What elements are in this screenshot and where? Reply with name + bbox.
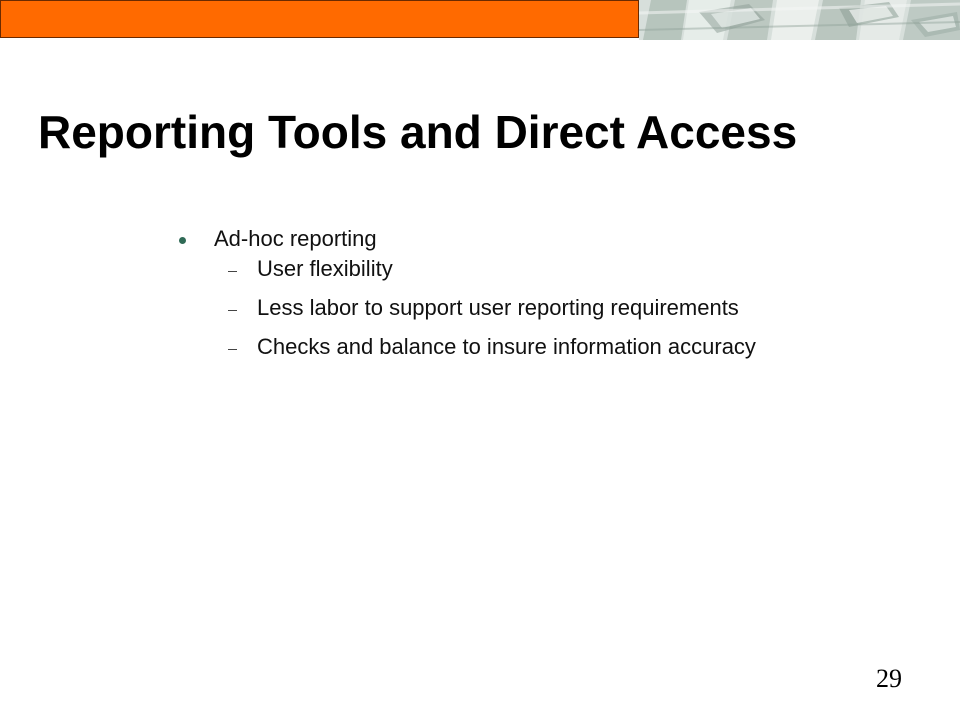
- keyboard-photo: [639, 0, 960, 40]
- sub-bullet-item-checks-and-balance: [175, 332, 795, 362]
- bullet-text: Ad-hoc reporting: [214, 226, 377, 251]
- bullet-item-ad-hoc-reporting: [175, 224, 795, 362]
- sub-bullet-text: User flexibility: [257, 256, 393, 281]
- orange-header-bar: [0, 0, 639, 38]
- round-bullet-icon: [179, 237, 186, 244]
- sub-bullet-item-less-labor: [175, 293, 795, 323]
- page-title: Reporting Tools and Direct Access: [38, 106, 798, 158]
- keyboard-photo-graphic: [639, 0, 960, 40]
- bullet-list: [175, 224, 795, 371]
- sub-bullet-list: [214, 254, 795, 362]
- page-number: 29: [876, 664, 902, 693]
- dash-icon: [228, 349, 237, 350]
- dash-icon: [228, 271, 237, 272]
- dash-icon: [228, 310, 237, 311]
- sub-bullet-text: Less labor to support user reporting requirements: [257, 295, 739, 320]
- sub-bullet-text: Checks and balance to insure information accuracy: [257, 334, 756, 359]
- sub-bullet-item-user-flexibility: [175, 254, 795, 284]
